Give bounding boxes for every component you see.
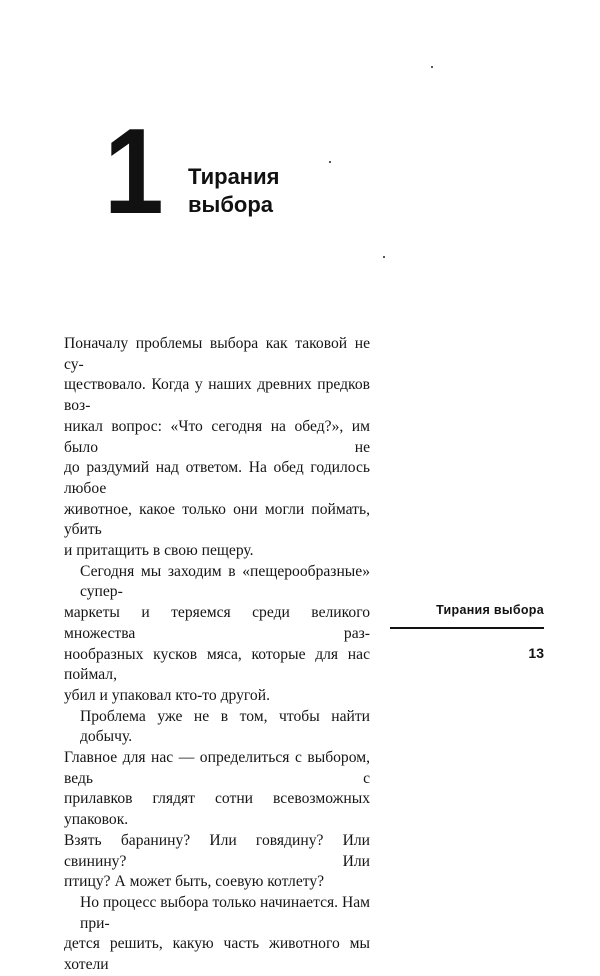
page-number: 13 (528, 645, 544, 661)
scan-speck (383, 256, 385, 258)
body-line: маркеты и теряемся среди великого множества раз- (64, 604, 370, 642)
body-line: Главное для нас — определиться с выбором, ведь с (64, 749, 370, 787)
body-line: до раздумий над ответом. На обед годилось любое (64, 459, 370, 497)
body-line: убил и упаковал кто-то другой. (64, 686, 270, 704)
chapter-title-line-2: выбора (188, 192, 274, 217)
chapter-number: 1 (104, 103, 161, 239)
body-text (64, 334, 370, 976)
body-line: нообразных кусков мяса, которые для нас поймал, (64, 645, 370, 684)
body-line: Взять баранину? Или говядину? Или свинину? Или (64, 831, 370, 870)
body-line: прилавков глядят сотни всевозможных упаковок. (64, 790, 370, 829)
chapter-title-line-1: Тирания (188, 164, 280, 189)
body-line: ществовало. Когда у наших древних предков воз- (64, 376, 370, 415)
scan-speck (431, 66, 433, 68)
body-line: дется решить, какую часть животного мы хотели (64, 935, 370, 974)
body-line: Поначалу проблемы выбора как таковой не су- (64, 335, 370, 373)
body-line: Проблема уже не в том, чтобы найти добычу. (80, 707, 370, 746)
chapter-title (188, 163, 279, 219)
running-head-rule (390, 627, 544, 629)
body-line: и притащить в свою пещеру. (64, 542, 254, 560)
body-line: животное, какое только они могли поймать, убить (64, 500, 370, 539)
body-line: Но процесс выбора только начинается. Нам при- (80, 893, 371, 932)
body-line: Сегодня мы заходим в «пещерообразные» супер- (80, 562, 370, 601)
body-line: птицу? А может быть, соевую котлету? (64, 873, 325, 891)
body-line: никал вопрос: «Что сегодня на обед?», им было не (64, 417, 370, 456)
running-head: Тирания выбора (436, 603, 544, 617)
scan-speck (329, 161, 331, 163)
